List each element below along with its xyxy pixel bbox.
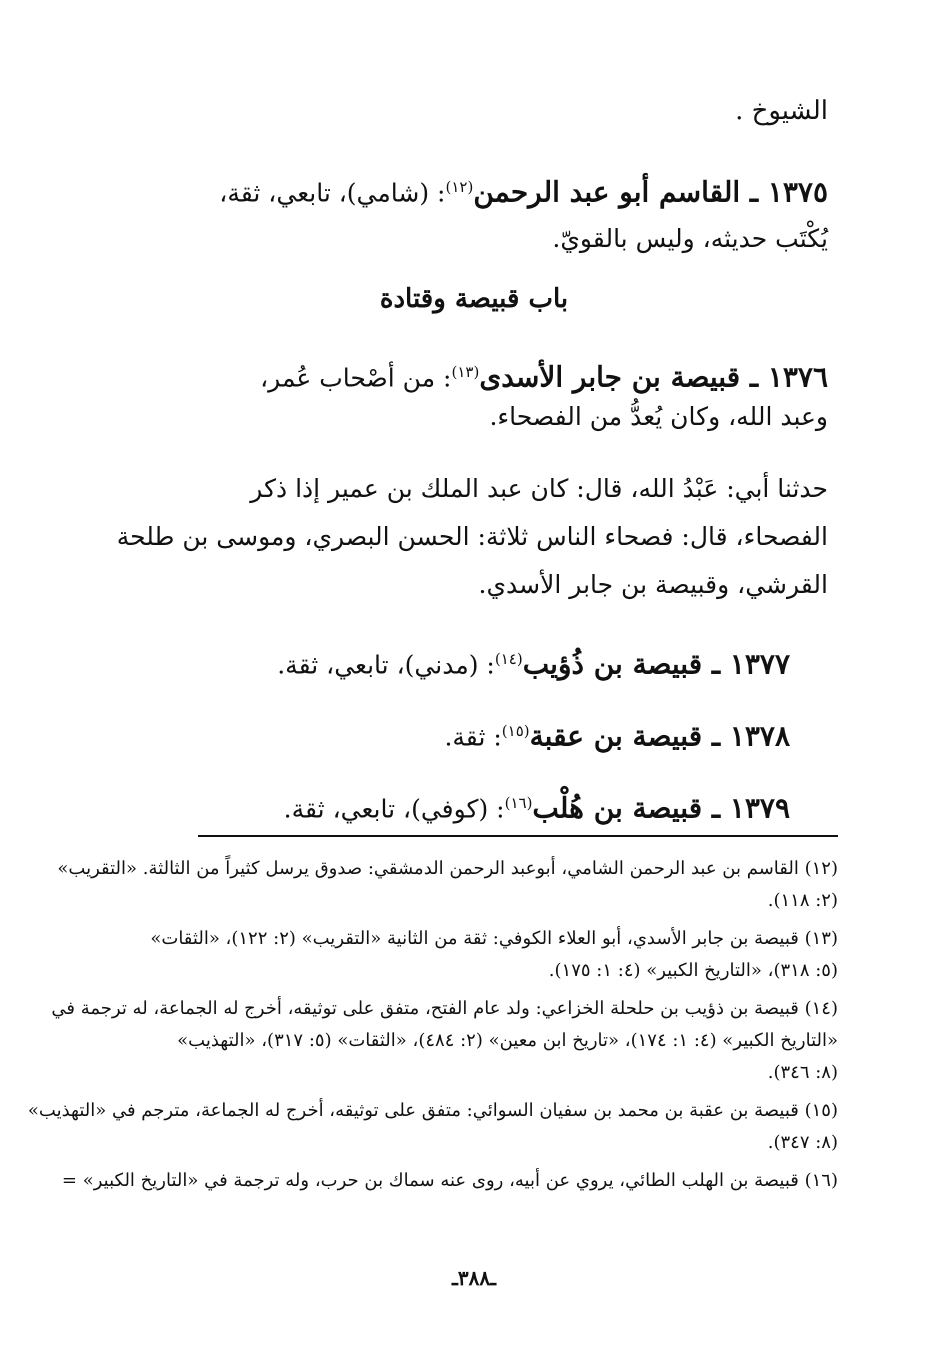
footnote-12-line-2: (٢: ١١٨). [767, 890, 838, 911]
footnote-14-line-3: (٨: ٣٤٦). [767, 1062, 838, 1083]
section-heading: باب قبيصة وقتادة [379, 284, 569, 314]
footnote-separator [198, 835, 838, 837]
entry-1375-rest: : (شامي)، تابعي، ثقة، [219, 178, 446, 208]
footnote-15-line-2: (٨: ٣٤٧). [767, 1132, 838, 1153]
entry-1377-title: ١٣٧٧ ـ قبيصة بن ذُؤيب [522, 647, 790, 681]
footnote-14-line-1: (١٤) قبيصة بن ذؤيب بن حلحلة الخزاعي: ولد عام الفتح، متفق على توثيقه، أخرج له الجماعة، له ترجمة في [51, 998, 838, 1019]
entry-1378-rest: : ثقة. [444, 722, 502, 752]
entry-1376-title: ١٣٧٦ ـ قبيصة بن جابر الأسدى [479, 360, 828, 394]
footnote-15-line-1: (١٥) قبيصة بن عقبة بن محمد بن سفيان السوائي: متفق على توثيقه، أخرج له الجماعة، مترجم في «التهذيب» [27, 1100, 838, 1121]
entry-1376-note-ref: (١٣) [451, 363, 480, 381]
entry-1375 [219, 170, 828, 210]
entry-1375-note-ref: (١٢) [445, 178, 474, 196]
entry-1376 [260, 355, 828, 395]
entry-1375-title: ١٣٧٥ ـ القاسم أبو عبد الرحمن [473, 175, 828, 209]
footnote-13-line-1: (١٣) قبيصة بن جابر الأسدي، أبو العلاء الكوفي: ثقة من الثانية «التقريب» (٢: ١٢٢)، «الثقات» [150, 928, 838, 949]
narration-line-3: القرشي، وقبيصة بن جابر الأسدي. [478, 570, 828, 599]
narration-line-1: حدثنا أبي: عَبْدُ الله، قال: كان عبد الملك بن عمير إذا ذكر [250, 474, 828, 503]
continued-text-line: الشيوخ . [735, 96, 828, 126]
footnote-14-line-2: «التاريخ الكبير» (٤: ١: ١٧٤)، «تاريخ ابن معين» (٢: ٤٨٤)، «الثقات» (٥: ٣١٧)، «التهذيب» [177, 1030, 838, 1051]
entry-1379-note-ref: (١٦) [504, 794, 533, 812]
entry-1378-note-ref: (١٥) [501, 722, 530, 740]
entry-1379-rest: : (كوفي)، تابعي، ثقة. [283, 794, 505, 824]
entry-1376-rest: : من أصْحاب عُمر، [260, 363, 452, 393]
entry-1379-title: ١٣٧٩ ـ قبيصة بن هُلْب [532, 791, 790, 825]
footnote-16-line-1: (١٦) قبيصة بن الهلب الطائي، يروي عن أبيه، روى عنه سماك بن حرب، وله ترجمة في «التاريخ الكبير» = [61, 1170, 838, 1191]
entry-1375-line-2: يُكْتَب حديثه، وليس بالقويّ. [552, 224, 828, 253]
page-number: ـ٣٨٨ـ [452, 1266, 496, 1290]
entry-1378 [444, 714, 790, 754]
footnote-12-line-1: (١٢) القاسم بن عبد الرحمن الشامي، أبوعبد الرحمن الدمشقي: صدوق يرسل كثيراً من الثالثة. «التقريب» [57, 858, 838, 879]
entry-1378-title: ١٣٧٨ ـ قبيصة بن عقبة [529, 719, 790, 753]
entry-1377 [277, 642, 790, 682]
footnote-13-line-2: (٥: ٣١٨)، «التاريخ الكبير» (٤: ١: ١٧٥). [548, 960, 838, 981]
narration-line-2: الفصحاء، قال: فصحاء الناس ثلاثة: الحسن البصري، وموسى بن طلحة [116, 522, 828, 551]
entry-1376-line-2: وعبد الله، وكان يُعدُّ من الفصحاء. [489, 402, 828, 431]
entry-1379 [284, 786, 790, 826]
entry-1377-note-ref: (١٤) [494, 650, 523, 668]
entry-1377-rest: : (مدني)، تابعي، ثقة. [277, 650, 495, 680]
